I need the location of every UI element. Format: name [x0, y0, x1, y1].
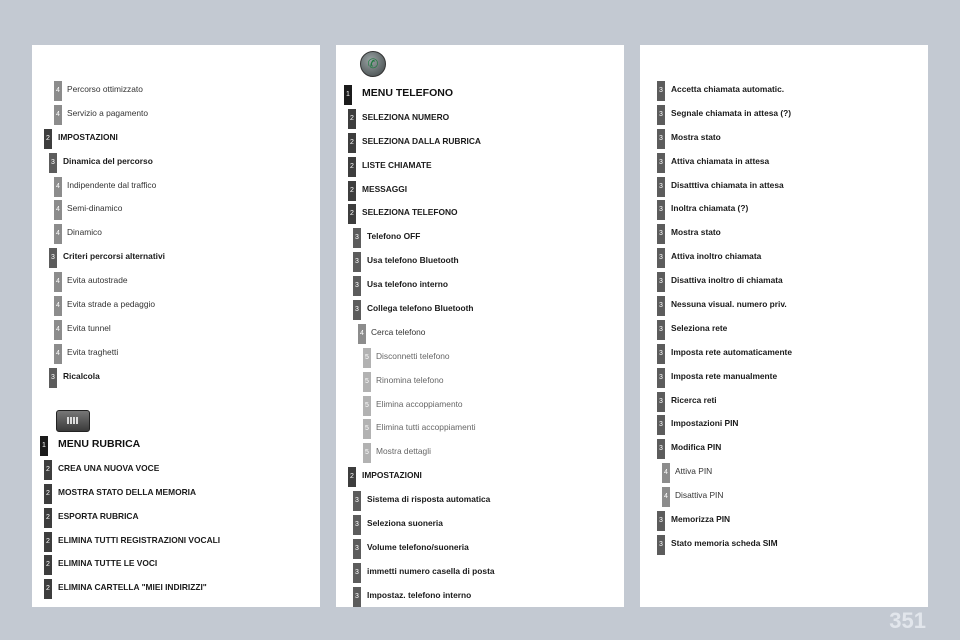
- menu-item-label: Memorizza PIN: [671, 514, 731, 525]
- level-badge: 5: [363, 372, 371, 392]
- level-badge: 3: [49, 153, 57, 173]
- menu-item-level-4: [32, 80, 320, 104]
- level-badge: 5: [363, 419, 371, 439]
- level-badge: 1: [40, 436, 48, 456]
- menu-item-level-3: [640, 199, 928, 223]
- menu-item-level-3: [640, 295, 928, 319]
- menu-item-level-4: [32, 104, 320, 128]
- menu-item-label: SELEZIONA NUMERO: [362, 111, 450, 122]
- menu-item-level-3: [640, 80, 928, 104]
- menu-item-level-4: [640, 462, 928, 486]
- menu-telefono-settings-list: [640, 80, 928, 558]
- menu-item-label: Sistema di risposta automatica: [367, 494, 491, 505]
- menu-item-label: Inoltra chiamata (?): [671, 203, 749, 214]
- menu-item-level-3: [640, 367, 928, 391]
- menu-item-level-4: [32, 271, 320, 295]
- level-badge: 3: [657, 415, 665, 435]
- menu-item-level-3: [640, 247, 928, 271]
- menu-item-level-3: [640, 176, 928, 200]
- menu-item-label: Evita tunnel: [67, 322, 111, 333]
- menu-item-level-4: [32, 223, 320, 247]
- level-badge: 2: [348, 157, 356, 177]
- level-badge: 3: [657, 105, 665, 125]
- level-badge: 5: [363, 348, 371, 368]
- level-badge: 3: [353, 563, 361, 583]
- menu-item-label: Disattiva inoltro di chiamata: [671, 275, 783, 286]
- menu-item-level-4: [32, 295, 320, 319]
- menu-item-label: Ricalcola: [63, 370, 100, 381]
- menu-item-label: IMPOSTAZIONI: [362, 470, 422, 481]
- menu-item-level-2: [32, 507, 320, 531]
- level-badge: 4: [662, 463, 670, 483]
- menu-item-level-2: [336, 156, 624, 180]
- level-badge: 2: [44, 129, 52, 149]
- level-badge: 2: [44, 460, 52, 480]
- level-badge: 2: [44, 555, 52, 575]
- menu-item-label: Imposta rete manualmente: [671, 370, 778, 381]
- menu-item-level-3: [336, 275, 624, 299]
- menu-item-label: Criteri percorsi alternativi: [63, 251, 165, 262]
- menu-item-label: Attiva chiamata in attesa: [671, 155, 770, 166]
- level-badge: 3: [657, 320, 665, 340]
- level-badge: 2: [348, 109, 356, 129]
- level-badge: 3: [49, 368, 57, 388]
- menu-item-level-3: [32, 152, 320, 176]
- menu-item-label: MESSAGGI: [362, 183, 408, 194]
- phone-icon: ✆: [360, 51, 386, 77]
- menu-column-navigation: [32, 45, 320, 607]
- level-badge: 3: [657, 153, 665, 173]
- menu-column-telefono: [336, 45, 624, 607]
- menu-item-level-5: [336, 442, 624, 466]
- menu-item-label: Stato memoria scheda SIM: [671, 537, 778, 548]
- level-badge: 1: [344, 85, 352, 105]
- level-badge: 3: [353, 587, 361, 607]
- menu-rubrica-list: [32, 435, 320, 602]
- menu-item-label: Impostaz. telefono interno: [367, 589, 472, 600]
- menu-item-label: IMPOSTAZIONI: [58, 131, 118, 142]
- level-badge: 3: [657, 81, 665, 101]
- menu-item-label: Usa telefono Bluetooth: [367, 255, 459, 266]
- menu-item-label: Disattiva PIN: [675, 490, 724, 501]
- menu-item-level-3: [32, 247, 320, 271]
- level-badge: 3: [353, 252, 361, 272]
- level-badge: 4: [358, 324, 366, 344]
- menu-item-level-3: [336, 562, 624, 586]
- menu-item-label: Impostazioni PIN: [671, 418, 739, 429]
- menu-item-level-1: [32, 435, 320, 459]
- menu-item-level-5: [336, 371, 624, 395]
- menu-item-level-4: [32, 343, 320, 367]
- menu-item-level-1: [336, 84, 624, 108]
- menu-item-label: Disatttiva chiamata in attesa: [671, 179, 784, 190]
- menu-item-level-3: [336, 538, 624, 562]
- menu-item-level-3: [640, 343, 928, 367]
- menu-item-level-3: [336, 251, 624, 275]
- menu-item-label: SELEZIONA DALLA RUBRICA: [362, 135, 481, 146]
- menu-item-level-3: [640, 319, 928, 343]
- menu-item-level-3: [640, 391, 928, 415]
- menu-item-label: Ricerca reti: [671, 394, 717, 405]
- menu-item-label: ESPORTA RUBRICA: [58, 510, 139, 521]
- menu-item-label: SELEZIONA TELEFONO: [362, 207, 458, 218]
- menu-item-level-4: [32, 199, 320, 223]
- level-badge: 2: [44, 579, 52, 599]
- level-badge: 2: [348, 181, 356, 201]
- menu-item-label: Rinomina telefono: [376, 374, 444, 385]
- level-badge: 3: [353, 276, 361, 296]
- menu-item-level-3: [336, 227, 624, 251]
- level-badge: 3: [657, 248, 665, 268]
- level-badge: 3: [353, 228, 361, 248]
- level-badge: 3: [353, 491, 361, 511]
- menu-item-label: LISTE CHIAMATE: [362, 159, 432, 170]
- menu-item-label: immetti numero casella di posta: [367, 565, 495, 576]
- menu-item-label: Percorso ottimizzato: [67, 84, 143, 94]
- menu-item-label: Servizio a pagamento: [67, 107, 149, 118]
- menu-item-label: Mostra stato: [671, 131, 721, 142]
- menu-item-level-3: [336, 490, 624, 514]
- menu-item-level-3: [640, 128, 928, 152]
- level-badge: 3: [49, 248, 57, 268]
- menu-item-level-4: [32, 176, 320, 200]
- level-badge: 3: [353, 300, 361, 320]
- menu-item-level-3: [640, 152, 928, 176]
- menu-item-level-2: [336, 203, 624, 227]
- level-badge: 4: [54, 81, 62, 101]
- level-badge: 3: [657, 296, 665, 316]
- level-badge: 4: [54, 272, 62, 292]
- menu-item-level-3: [640, 510, 928, 534]
- menu-item-label: Modifica PIN: [671, 442, 722, 453]
- menu-item-label: Imposta rete automaticamente: [671, 346, 793, 357]
- menu-item-label: Mostra stato: [671, 227, 721, 238]
- menu-item-label: Seleziona suoneria: [367, 518, 443, 529]
- menu-item-level-2: [32, 531, 320, 555]
- menu-item-level-2: [336, 132, 624, 156]
- menu-item-level-3: [32, 367, 320, 391]
- level-badge: 3: [657, 272, 665, 292]
- menu-telefono-list: [336, 84, 624, 610]
- menu-item-level-4: [336, 323, 624, 347]
- level-badge: 3: [657, 368, 665, 388]
- menu-item-label: Volume telefono/suoneria: [367, 541, 469, 552]
- menu-item-level-2: [336, 180, 624, 204]
- menu-item-label: Semi-dinamico: [67, 203, 123, 214]
- menu-item-level-3: [640, 438, 928, 462]
- level-badge: 3: [657, 392, 665, 412]
- level-badge: 3: [657, 224, 665, 244]
- menu-item-level-5: [336, 418, 624, 442]
- menu-item-label: MENU TELEFONO: [362, 87, 453, 99]
- level-badge: 2: [348, 133, 356, 153]
- level-badge: 4: [54, 344, 62, 364]
- menu-item-level-2: [32, 578, 320, 602]
- level-badge: 3: [657, 439, 665, 459]
- menu-item-level-4: [640, 486, 928, 510]
- menu-item-level-3: [640, 414, 928, 438]
- menu-item-level-3: [640, 534, 928, 558]
- menu-item-level-2: [336, 466, 624, 490]
- menu-item-label: Elimina tutti accoppiamenti: [376, 422, 476, 433]
- level-badge: 2: [348, 467, 356, 487]
- level-badge: 3: [657, 200, 665, 220]
- menu-item-label: Elimina accoppiamento: [376, 398, 463, 409]
- menu-item-label: Disconnetti telefono: [376, 350, 450, 361]
- menu-item-label: Segnale chiamata in attesa (?): [671, 107, 792, 118]
- menu-item-label: MOSTRA STATO DELLA MEMORIA: [58, 486, 197, 497]
- menu-item-level-2: [32, 128, 320, 152]
- menu-item-level-4: [32, 319, 320, 343]
- menu-item-level-3: [640, 223, 928, 247]
- level-badge: 3: [353, 539, 361, 559]
- menu-item-label: ELIMINA CARTELLA "MIEI INDIRIZZI": [58, 582, 207, 593]
- level-badge: 4: [54, 200, 62, 220]
- level-badge: 3: [657, 129, 665, 149]
- menu-item-label: Nessuna visual. numero priv.: [671, 299, 787, 310]
- menu-item-level-3: [640, 104, 928, 128]
- level-badge: 4: [54, 320, 62, 340]
- menu-item-label: Dinamica del percorso: [63, 155, 153, 166]
- menu-item-label: Seleziona rete: [671, 322, 728, 333]
- menu-item-label: Telefono OFF: [367, 231, 421, 242]
- menu-item-label: Evita strade a pedaggio: [67, 299, 155, 310]
- menu-item-label: Attiva inoltro chiamata: [671, 251, 762, 262]
- menu-item-level-3: [640, 271, 928, 295]
- menu-item-level-3: [336, 586, 624, 610]
- menu-item-label: Cerca telefono: [371, 326, 426, 337]
- menu-item-level-5: [336, 395, 624, 419]
- menu-item-label: CREA UNA NUOVA VOCE: [58, 462, 160, 473]
- menu-item-label: Mostra dettagli: [376, 446, 431, 457]
- menu-item-level-5: [336, 347, 624, 371]
- keyboard-icon: [56, 410, 90, 432]
- menu-item-level-3: [336, 299, 624, 323]
- menu-item-level-2: [336, 108, 624, 132]
- menu-item-label: MENU RUBRICA: [58, 438, 141, 450]
- menu-item-level-2: [32, 459, 320, 483]
- menu-item-label: Dinamico: [67, 227, 102, 238]
- menu-item-label: Collega telefono Bluetooth: [367, 303, 474, 314]
- level-badge: 4: [54, 296, 62, 316]
- level-badge: 3: [657, 177, 665, 197]
- menu-item-label: Evita traghetti: [67, 346, 119, 357]
- menu-item-label: ELIMINA TUTTE LE VOCI: [58, 558, 158, 569]
- level-badge: 2: [44, 532, 52, 552]
- level-badge: 4: [662, 487, 670, 507]
- level-badge: 4: [54, 105, 62, 125]
- level-badge: 5: [363, 443, 371, 463]
- level-badge: 4: [54, 224, 62, 244]
- menu-item-level-2: [32, 483, 320, 507]
- menu-item-label: Accetta chiamata automatic.: [671, 84, 785, 94]
- menu-item-label: ELIMINA TUTTI REGISTRAZIONI VOCALI: [58, 534, 221, 545]
- level-badge: 5: [363, 396, 371, 416]
- page-number: 351: [889, 608, 926, 633]
- menu-column-telefono-continued: [640, 45, 928, 607]
- level-badge: 3: [657, 344, 665, 364]
- level-badge: 2: [44, 484, 52, 504]
- menu-item-label: Attiva PIN: [675, 466, 713, 477]
- menu-item-label: Usa telefono interno: [367, 279, 448, 290]
- level-badge: 2: [44, 508, 52, 528]
- level-badge: 3: [657, 535, 665, 555]
- level-badge: 2: [348, 204, 356, 224]
- level-badge: 4: [54, 177, 62, 197]
- menu-item-label: Indipendente dal traffico: [67, 179, 157, 190]
- menu-item-level-2: [32, 554, 320, 578]
- level-badge: 3: [657, 511, 665, 531]
- level-badge: 3: [353, 515, 361, 535]
- navigation-settings-list: [32, 80, 320, 391]
- menu-item-level-3: [336, 514, 624, 538]
- menu-item-label: Evita autostrade: [67, 275, 128, 286]
